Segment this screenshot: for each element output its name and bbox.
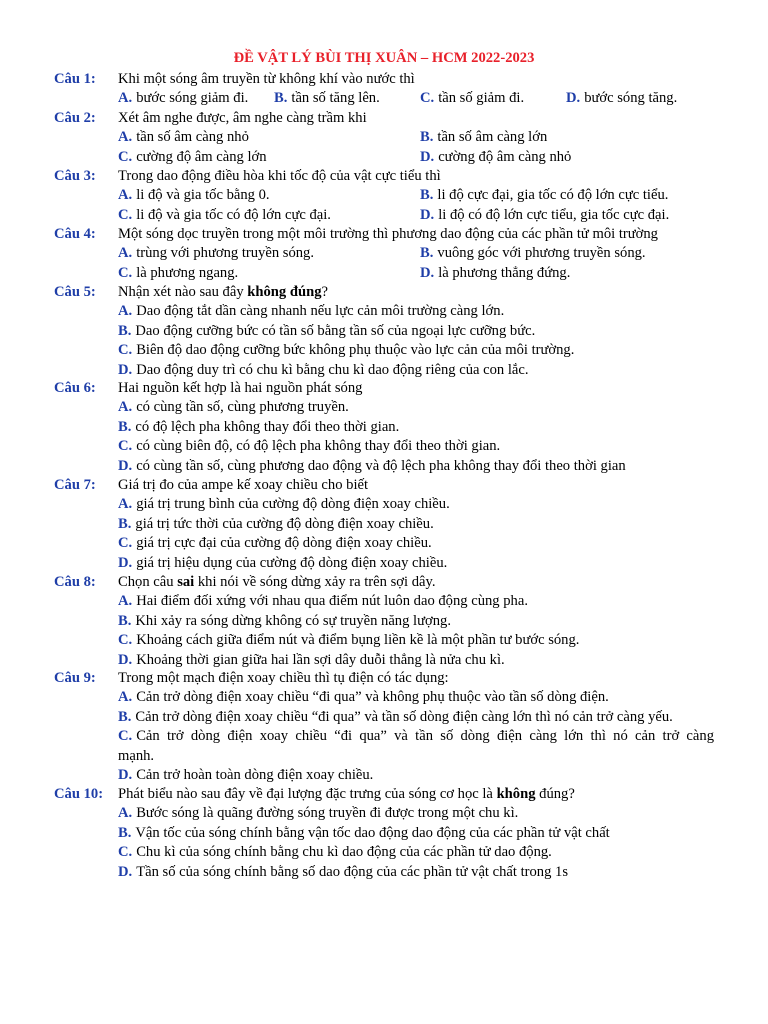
option-text: tần số âm càng nhỏ [136, 129, 249, 146]
option-d [54, 457, 714, 476]
question-number: Câu 10: [54, 786, 104, 802]
option-d [54, 766, 714, 785]
option-a [54, 688, 714, 707]
option-text: bước sóng giảm đi. [136, 90, 249, 107]
option-text: Dao động duy trì có chu kì bằng chu kì dao động riêng của con lắc. [136, 361, 529, 378]
option-text: Tần số của sóng chính bằng số dao động của các phần tử vật chất trong 1s [136, 863, 569, 880]
option-label: B. [118, 418, 132, 435]
option-text: trùng với phương truyền sóng. [136, 245, 314, 262]
question-2 [54, 109, 714, 167]
option-label: A. [118, 129, 133, 146]
option-label: D. [118, 554, 133, 571]
option-label: A. [118, 399, 133, 416]
option-label: D. [566, 90, 581, 107]
question-stem: Trong một mạch điện xoay chiều thì tụ điện có tác dụng: [118, 670, 449, 686]
option-d [54, 361, 714, 380]
question-number: Câu 3: [54, 168, 96, 184]
option-text: có cùng biên độ, có độ lệch pha không thay đổi theo thời gian. [136, 438, 501, 455]
option-text: tần số giảm đi. [438, 90, 525, 107]
option-label: C. [118, 535, 133, 552]
option-text: Chu kì của sóng chính bằng chu kì dao động của các phần tử dao động. [136, 844, 552, 861]
question-number: Câu 5: [54, 284, 96, 300]
option-label: C. [118, 728, 133, 745]
option-c [54, 631, 714, 650]
option-label: C. [118, 438, 133, 455]
question-number: Câu 4: [54, 226, 96, 242]
question-9 [54, 669, 714, 785]
option-label: B. [118, 612, 132, 629]
question-number: Câu 9: [54, 670, 96, 686]
option-text: Cản trở dòng điện xoay chiều “đi qua” và không phụ thuộc vào tần số dòng điện. [136, 689, 609, 706]
option-label: B. [420, 187, 434, 204]
question-stem: Giá trị đo của ampe kế xoay chiều cho biết [118, 477, 369, 493]
option-label: D. [118, 766, 133, 783]
question-number: Câu 8: [54, 574, 96, 590]
question-stem: Khi một sóng âm truyền từ không khí vào nước thì [118, 71, 415, 87]
option-label: A. [118, 245, 133, 262]
option-text: có cùng tần số, cùng phương truyền. [136, 399, 349, 416]
question-stem: Nhận xét nào sau đây không đúng? [118, 284, 329, 300]
option-c [54, 727, 714, 746]
option-label: D. [118, 457, 133, 474]
option-a [54, 804, 714, 823]
option-label: B. [420, 245, 434, 262]
option-text: Vận tốc của sóng chính bằng vận tốc dao động dao động của các phần tử vật chất [135, 824, 610, 841]
question-number: Câu 7: [54, 477, 96, 493]
question-number: Câu 6: [54, 380, 96, 396]
option-c [54, 843, 714, 862]
option-label: B. [420, 129, 434, 146]
option-a [118, 244, 314, 263]
option-a [54, 592, 714, 611]
option-text: bước sóng tăng. [584, 90, 678, 107]
option-c [118, 206, 331, 225]
option-text: Cản trở hoàn toàn dòng điện xoay chiều. [136, 766, 374, 783]
option-text: Khoảng cách giữa điểm nút và điểm bụng liền kề là một phần tư bước sóng. [136, 632, 580, 649]
option-text: có độ lệch pha không thay đổi theo thời gian. [135, 418, 400, 435]
option-text: Khoảng thời gian giữa hai lần sợi dây duỗi thẳng là nửa chu kì. [136, 651, 505, 668]
option-label: A. [118, 496, 133, 513]
option-text: là phương thẳng đứng. [438, 264, 571, 281]
question-stem: Chọn câu sai khi nói về sóng dừng xảy ra trên sợi dây. [118, 574, 436, 590]
option-b [420, 186, 668, 205]
option-b [54, 418, 714, 437]
option-text: giá trị tức thời của cường độ dòng điện xoay chiều. [135, 515, 434, 532]
option-c [54, 341, 714, 360]
option-d [54, 554, 714, 573]
option-text: Biên độ dao động cưỡng bức không phụ thuộc vào lực cản của môi trường. [136, 342, 575, 359]
option-text: Dao động tắt dần càng nhanh nếu lực cản môi trường càng lớn. [136, 303, 505, 320]
option-label: D. [118, 361, 133, 378]
question-stem: Xét âm nghe được, âm nghe càng trầm khi [118, 110, 367, 126]
option-c [420, 89, 524, 108]
option-label: B. [118, 322, 132, 339]
option-c [54, 534, 714, 553]
option-b [54, 322, 714, 341]
option-b [420, 128, 547, 147]
option-b [420, 244, 646, 263]
option-a [118, 128, 249, 147]
option-a [118, 186, 270, 205]
option-label: B. [118, 824, 132, 841]
option-label: C. [118, 844, 133, 861]
option-d [54, 651, 714, 670]
question-stem: Hai nguồn kết hợp là hai nguồn phát sóng [118, 380, 363, 396]
option-text: cường độ âm càng lớn [136, 148, 267, 165]
option-b [54, 824, 714, 843]
option-text: Cản trở dòng điện xoay chiều “đi qua” và tần số dòng điện càng lớn thì nó cản trở càng [136, 728, 714, 745]
option-text: có cùng tần số, cùng phương dao động và độ lệch pha không thay đổi theo thời gian [136, 457, 626, 474]
option-d [420, 148, 571, 167]
option-text: li độ có độ lớn cực tiểu, gia tốc cực đại. [438, 206, 670, 223]
option-d [566, 89, 677, 108]
option-label: C. [118, 148, 133, 165]
option-label: D. [420, 264, 435, 281]
option-text: giá trị cực đại của cường độ dòng điện xoay chiều. [136, 535, 432, 552]
option-label: A. [118, 593, 133, 610]
option-b [54, 612, 714, 631]
option-a [54, 495, 714, 514]
option-text: li độ và gia tốc có độ lớn cực đại. [136, 206, 331, 223]
question-8 [54, 573, 714, 670]
option-label: A. [118, 689, 133, 706]
option-b [54, 515, 714, 534]
option-label: B. [274, 90, 288, 107]
option-c-continuation: mạnh. [118, 747, 155, 764]
question-stem: Một sóng dọc truyền trong một môi trường thì phương dao động của các phần tử môi trường [118, 226, 658, 242]
option-label: D. [118, 651, 133, 668]
exam-title: ĐỀ VẬT LÝ BÙI THỊ XUÂN – HCM 2022-2023 [233, 50, 535, 66]
question-stem: Phát biểu nào sau đây về đại lượng đặc trưng của sóng cơ học là không đúng? [118, 786, 575, 802]
option-c [54, 437, 714, 456]
option-text: li độ và gia tốc bằng 0. [136, 187, 270, 204]
option-text: Bước sóng là quãng đường sóng truyền đi được trong một chu kì. [136, 805, 519, 822]
option-d [420, 206, 669, 225]
option-text: Dao động cưỡng bức có tần số bằng tần số của ngoại lực cưỡng bức. [135, 322, 536, 339]
option-text: tần số tăng lên. [291, 90, 380, 107]
option-text: giá trị trung bình của cường độ dòng điện xoay chiều. [136, 496, 450, 513]
question-stem: Trong dao động điều hòa khi tốc độ của vật cực tiểu thì [118, 168, 441, 184]
option-a [54, 302, 714, 321]
option-label: A. [118, 805, 133, 822]
question-6 [54, 379, 714, 476]
question-number: Câu 2: [54, 110, 96, 126]
option-text: Hai điểm đối xứng với nhau qua điểm nút luôn dao động cùng pha. [136, 593, 528, 610]
option-text: vuông góc với phương truyền sóng. [437, 245, 646, 262]
option-text: tần số âm càng lớn [437, 129, 548, 146]
question-1 [54, 70, 714, 109]
option-label: C. [420, 90, 435, 107]
option-label: D. [420, 148, 435, 165]
option-a [118, 89, 248, 108]
option-label: D. [420, 206, 435, 223]
option-a [54, 398, 714, 417]
option-label: C. [118, 264, 133, 281]
option-label: B. [118, 708, 132, 725]
option-text: Cản trở dòng điện xoay chiều “đi qua” và tần số dòng điện càng lớn thì nó cản trở càng yếu. [135, 708, 673, 725]
option-b [54, 708, 714, 727]
question-10 [54, 785, 714, 882]
option-label: A. [118, 303, 133, 320]
option-b [274, 89, 380, 108]
option-label: C. [118, 206, 133, 223]
option-label: B. [118, 515, 132, 532]
option-d [420, 264, 570, 283]
question-5 [54, 283, 714, 380]
option-text: Khi xảy ra sóng dừng không có sự truyền năng lượng. [135, 612, 451, 629]
option-label: A. [118, 90, 133, 107]
question-3 [54, 167, 714, 225]
option-label: A. [118, 187, 133, 204]
option-label: C. [118, 632, 133, 649]
option-text: giá trị hiệu dụng của cường độ dòng điện xoay chiều. [136, 554, 448, 571]
option-c [118, 264, 238, 283]
question-7 [54, 476, 714, 573]
question-number: Câu 1: [54, 71, 96, 87]
option-text: là phương ngang. [136, 264, 239, 281]
option-d [54, 863, 714, 882]
option-label: C. [118, 342, 133, 359]
option-c [118, 148, 267, 167]
option-text: cường độ âm càng nhỏ [438, 148, 572, 165]
option-text: li độ cực đại, gia tốc có độ lớn cực tiểu. [437, 187, 669, 204]
question-4 [54, 225, 714, 283]
option-label: D. [118, 863, 133, 880]
